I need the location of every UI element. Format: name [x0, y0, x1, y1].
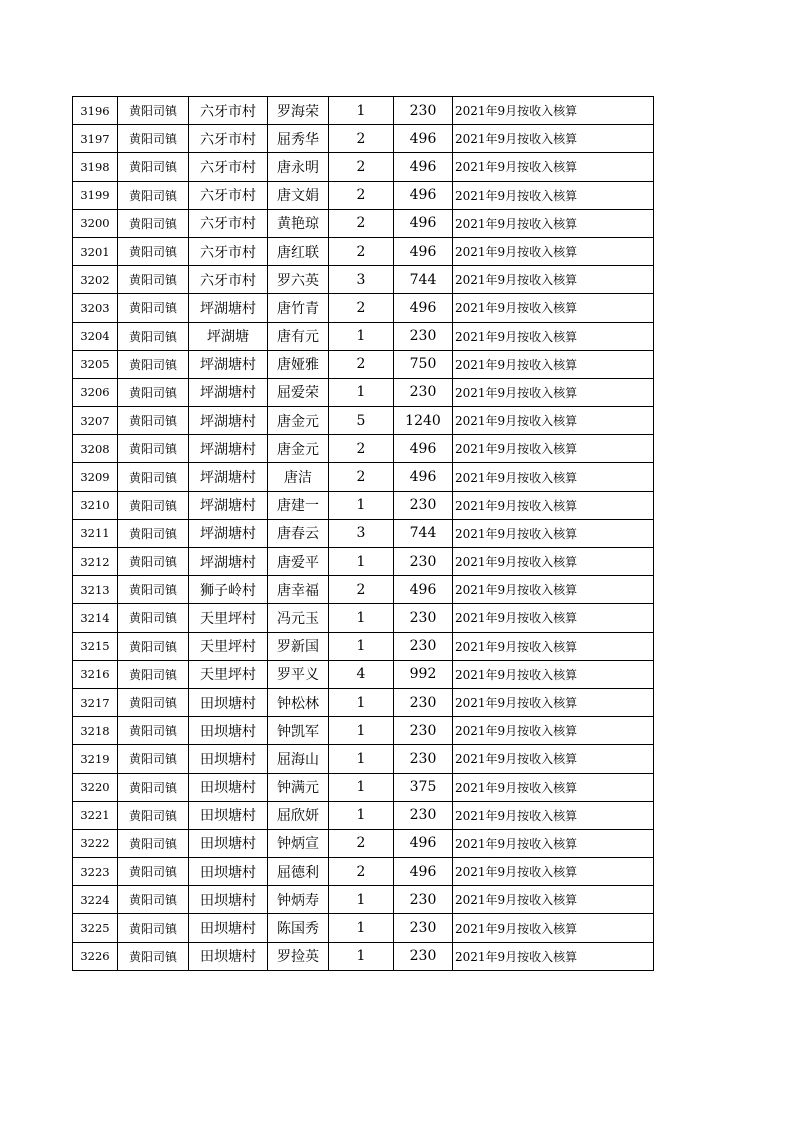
- name-cell: 钟凯军: [268, 717, 329, 745]
- note-cell: 2021年9月按收入核算: [453, 181, 654, 209]
- town-cell: 黄阳司镇: [118, 294, 189, 322]
- town-cell: 黄阳司镇: [118, 125, 189, 153]
- note-cell: 2021年9月按收入核算: [453, 463, 654, 491]
- note-cell: 2021年9月按收入核算: [453, 378, 654, 406]
- name-cell: 屈爱荣: [268, 378, 329, 406]
- table-row: [73, 435, 654, 463]
- household-count-cell: 2: [329, 294, 394, 322]
- table-row: [73, 266, 654, 294]
- name-cell: 唐文娟: [268, 181, 329, 209]
- table-row: [73, 858, 654, 886]
- record-id-cell: 3206: [73, 378, 118, 406]
- household-count-cell: 3: [329, 519, 394, 547]
- table-row: [73, 350, 654, 378]
- village-cell: 六牙市村: [189, 209, 268, 237]
- household-count-cell: 2: [329, 858, 394, 886]
- note-cell: 2021年9月按收入核算: [453, 858, 654, 886]
- name-cell: 罗海荣: [268, 97, 329, 125]
- village-cell: 坪湖塘: [189, 322, 268, 350]
- name-cell: 唐金元: [268, 435, 329, 463]
- name-cell: 钟炳宣: [268, 829, 329, 857]
- village-cell: 田坝塘村: [189, 688, 268, 716]
- village-cell: 田坝塘村: [189, 942, 268, 970]
- table-row: [73, 294, 654, 322]
- household-count-cell: 1: [329, 745, 394, 773]
- household-count-cell: 1: [329, 632, 394, 660]
- town-cell: 黄阳司镇: [118, 350, 189, 378]
- town-cell: 黄阳司镇: [118, 688, 189, 716]
- table-row: [73, 632, 654, 660]
- household-count-cell: 1: [329, 717, 394, 745]
- amount-cell: 230: [394, 745, 453, 773]
- table-row: [73, 604, 654, 632]
- village-cell: 狮子岭村: [189, 576, 268, 604]
- name-cell: 唐永明: [268, 153, 329, 181]
- name-cell: 屈德利: [268, 858, 329, 886]
- table-row: [73, 407, 654, 435]
- name-cell: 钟松林: [268, 688, 329, 716]
- village-cell: 田坝塘村: [189, 829, 268, 857]
- village-cell: 坪湖塘村: [189, 378, 268, 406]
- town-cell: 黄阳司镇: [118, 153, 189, 181]
- note-cell: 2021年9月按收入核算: [453, 237, 654, 265]
- table-row: [73, 576, 654, 604]
- record-id-cell: 3213: [73, 576, 118, 604]
- town-cell: 黄阳司镇: [118, 604, 189, 632]
- table-row: [73, 491, 654, 519]
- household-count-cell: 4: [329, 660, 394, 688]
- town-cell: 黄阳司镇: [118, 378, 189, 406]
- household-count-cell: 1: [329, 801, 394, 829]
- household-count-cell: 1: [329, 773, 394, 801]
- note-cell: 2021年9月按收入核算: [453, 125, 654, 153]
- amount-cell: 496: [394, 153, 453, 181]
- record-id-cell: 3207: [73, 407, 118, 435]
- village-cell: 坪湖塘村: [189, 294, 268, 322]
- name-cell: 屈海山: [268, 745, 329, 773]
- village-cell: 坪湖塘村: [189, 435, 268, 463]
- record-id-cell: 3216: [73, 660, 118, 688]
- table-row: [73, 717, 654, 745]
- amount-cell: 496: [394, 294, 453, 322]
- table-row: [73, 153, 654, 181]
- name-cell: 罗新国: [268, 632, 329, 660]
- household-count-cell: 2: [329, 153, 394, 181]
- amount-cell: 230: [394, 97, 453, 125]
- amount-cell: 496: [394, 237, 453, 265]
- note-cell: 2021年9月按收入核算: [453, 407, 654, 435]
- record-id-cell: 3203: [73, 294, 118, 322]
- note-cell: 2021年9月按收入核算: [453, 717, 654, 745]
- household-count-cell: 2: [329, 576, 394, 604]
- village-cell: 坪湖塘村: [189, 491, 268, 519]
- record-id-cell: 3221: [73, 801, 118, 829]
- note-cell: 2021年9月按收入核算: [453, 745, 654, 773]
- town-cell: 黄阳司镇: [118, 745, 189, 773]
- table-row: [73, 378, 654, 406]
- table-row: [73, 942, 654, 970]
- record-id-cell: 3209: [73, 463, 118, 491]
- household-count-cell: 2: [329, 237, 394, 265]
- note-cell: 2021年9月按收入核算: [453, 604, 654, 632]
- amount-cell: 375: [394, 773, 453, 801]
- amount-cell: 230: [394, 688, 453, 716]
- record-id-cell: 3212: [73, 548, 118, 576]
- table-row: [73, 97, 654, 125]
- name-cell: 钟满元: [268, 773, 329, 801]
- amount-cell: 1240: [394, 407, 453, 435]
- amount-cell: 744: [394, 266, 453, 294]
- amount-cell: 496: [394, 435, 453, 463]
- household-count-cell: 1: [329, 886, 394, 914]
- name-cell: 陈国秀: [268, 914, 329, 942]
- town-cell: 黄阳司镇: [118, 717, 189, 745]
- amount-cell: 230: [394, 942, 453, 970]
- note-cell: 2021年9月按收入核算: [453, 491, 654, 519]
- town-cell: 黄阳司镇: [118, 322, 189, 350]
- amount-cell: 744: [394, 519, 453, 547]
- village-cell: 六牙市村: [189, 237, 268, 265]
- name-cell: 唐金元: [268, 407, 329, 435]
- record-id-cell: 3214: [73, 604, 118, 632]
- village-cell: 田坝塘村: [189, 858, 268, 886]
- amount-cell: 230: [394, 604, 453, 632]
- village-cell: 六牙市村: [189, 153, 268, 181]
- note-cell: 2021年9月按收入核算: [453, 576, 654, 604]
- household-count-cell: 1: [329, 97, 394, 125]
- village-cell: 天里坪村: [189, 660, 268, 688]
- town-cell: 黄阳司镇: [118, 237, 189, 265]
- town-cell: 黄阳司镇: [118, 829, 189, 857]
- household-count-cell: 1: [329, 914, 394, 942]
- town-cell: 黄阳司镇: [118, 886, 189, 914]
- name-cell: 钟炳寿: [268, 886, 329, 914]
- records-table-body: [73, 97, 654, 971]
- amount-cell: 496: [394, 576, 453, 604]
- note-cell: 2021年9月按收入核算: [453, 829, 654, 857]
- amount-cell: 750: [394, 350, 453, 378]
- amount-cell: 496: [394, 829, 453, 857]
- village-cell: 坪湖塘村: [189, 519, 268, 547]
- name-cell: 唐洁: [268, 463, 329, 491]
- household-count-cell: 2: [329, 350, 394, 378]
- village-cell: 六牙市村: [189, 97, 268, 125]
- village-cell: 田坝塘村: [189, 886, 268, 914]
- amount-cell: 230: [394, 717, 453, 745]
- household-count-cell: 1: [329, 942, 394, 970]
- town-cell: 黄阳司镇: [118, 942, 189, 970]
- name-cell: 罗平义: [268, 660, 329, 688]
- amount-cell: 230: [394, 491, 453, 519]
- household-count-cell: 5: [329, 407, 394, 435]
- records-table: [72, 96, 654, 971]
- note-cell: 2021年9月按收入核算: [453, 886, 654, 914]
- town-cell: 黄阳司镇: [118, 801, 189, 829]
- village-cell: 六牙市村: [189, 125, 268, 153]
- village-cell: 六牙市村: [189, 181, 268, 209]
- amount-cell: 230: [394, 886, 453, 914]
- amount-cell: 230: [394, 801, 453, 829]
- record-id-cell: 3201: [73, 237, 118, 265]
- note-cell: 2021年9月按收入核算: [453, 660, 654, 688]
- note-cell: 2021年9月按收入核算: [453, 519, 654, 547]
- amount-cell: 230: [394, 322, 453, 350]
- household-count-cell: 1: [329, 548, 394, 576]
- household-count-cell: 1: [329, 604, 394, 632]
- household-count-cell: 1: [329, 688, 394, 716]
- note-cell: 2021年9月按收入核算: [453, 266, 654, 294]
- table-row: [73, 801, 654, 829]
- table-row: [73, 463, 654, 491]
- note-cell: 2021年9月按收入核算: [453, 322, 654, 350]
- name-cell: 黄艳琼: [268, 209, 329, 237]
- note-cell: 2021年9月按收入核算: [453, 914, 654, 942]
- town-cell: 黄阳司镇: [118, 266, 189, 294]
- table-row: [73, 209, 654, 237]
- note-cell: 2021年9月按收入核算: [453, 350, 654, 378]
- note-cell: 2021年9月按收入核算: [453, 548, 654, 576]
- amount-cell: 230: [394, 548, 453, 576]
- town-cell: 黄阳司镇: [118, 914, 189, 942]
- name-cell: 唐有元: [268, 322, 329, 350]
- household-count-cell: 1: [329, 322, 394, 350]
- record-id-cell: 3199: [73, 181, 118, 209]
- name-cell: 屈秀华: [268, 125, 329, 153]
- town-cell: 黄阳司镇: [118, 209, 189, 237]
- record-id-cell: 3215: [73, 632, 118, 660]
- amount-cell: 496: [394, 181, 453, 209]
- town-cell: 黄阳司镇: [118, 660, 189, 688]
- village-cell: 田坝塘村: [189, 914, 268, 942]
- amount-cell: 496: [394, 209, 453, 237]
- record-id-cell: 3219: [73, 745, 118, 773]
- record-id-cell: 3196: [73, 97, 118, 125]
- household-count-cell: 2: [329, 209, 394, 237]
- table-row: [73, 829, 654, 857]
- town-cell: 黄阳司镇: [118, 632, 189, 660]
- name-cell: 唐春云: [268, 519, 329, 547]
- town-cell: 黄阳司镇: [118, 181, 189, 209]
- village-cell: 坪湖塘村: [189, 350, 268, 378]
- amount-cell: 230: [394, 914, 453, 942]
- record-id-cell: 3198: [73, 153, 118, 181]
- town-cell: 黄阳司镇: [118, 463, 189, 491]
- household-count-cell: 2: [329, 125, 394, 153]
- amount-cell: 496: [394, 463, 453, 491]
- table-row: [73, 773, 654, 801]
- village-cell: 天里坪村: [189, 632, 268, 660]
- village-cell: 坪湖塘村: [189, 548, 268, 576]
- record-id-cell: 3208: [73, 435, 118, 463]
- record-id-cell: 3211: [73, 519, 118, 547]
- town-cell: 黄阳司镇: [118, 858, 189, 886]
- village-cell: 田坝塘村: [189, 773, 268, 801]
- name-cell: 屈欣妍: [268, 801, 329, 829]
- record-id-cell: 3217: [73, 688, 118, 716]
- record-id-cell: 3200: [73, 209, 118, 237]
- note-cell: 2021年9月按收入核算: [453, 209, 654, 237]
- household-count-cell: 3: [329, 266, 394, 294]
- village-cell: 六牙市村: [189, 266, 268, 294]
- village-cell: 坪湖塘村: [189, 407, 268, 435]
- record-id-cell: 3222: [73, 829, 118, 857]
- household-count-cell: 2: [329, 435, 394, 463]
- table-row: [73, 745, 654, 773]
- note-cell: 2021年9月按收入核算: [453, 632, 654, 660]
- table-row: [73, 886, 654, 914]
- name-cell: 唐竹青: [268, 294, 329, 322]
- record-id-cell: 3202: [73, 266, 118, 294]
- name-cell: 唐建一: [268, 491, 329, 519]
- town-cell: 黄阳司镇: [118, 773, 189, 801]
- name-cell: 唐爱平: [268, 548, 329, 576]
- table-row: [73, 688, 654, 716]
- record-id-cell: 3224: [73, 886, 118, 914]
- town-cell: 黄阳司镇: [118, 576, 189, 604]
- table-row: [73, 125, 654, 153]
- record-id-cell: 3218: [73, 717, 118, 745]
- name-cell: 罗捡英: [268, 942, 329, 970]
- table-row: [73, 914, 654, 942]
- household-count-cell: 2: [329, 463, 394, 491]
- village-cell: 田坝塘村: [189, 717, 268, 745]
- name-cell: 唐娅雅: [268, 350, 329, 378]
- amount-cell: 230: [394, 378, 453, 406]
- village-cell: 田坝塘村: [189, 801, 268, 829]
- town-cell: 黄阳司镇: [118, 548, 189, 576]
- table-row: [73, 548, 654, 576]
- record-id-cell: 3226: [73, 942, 118, 970]
- name-cell: 罗六英: [268, 266, 329, 294]
- household-count-cell: 1: [329, 378, 394, 406]
- household-count-cell: 2: [329, 829, 394, 857]
- household-count-cell: 1: [329, 491, 394, 519]
- record-id-cell: 3220: [73, 773, 118, 801]
- household-count-cell: 2: [329, 181, 394, 209]
- note-cell: 2021年9月按收入核算: [453, 435, 654, 463]
- record-id-cell: 3205: [73, 350, 118, 378]
- town-cell: 黄阳司镇: [118, 491, 189, 519]
- note-cell: 2021年9月按收入核算: [453, 153, 654, 181]
- amount-cell: 992: [394, 660, 453, 688]
- record-id-cell: 3225: [73, 914, 118, 942]
- amount-cell: 496: [394, 125, 453, 153]
- record-id-cell: 3223: [73, 858, 118, 886]
- village-cell: 坪湖塘村: [189, 463, 268, 491]
- note-cell: 2021年9月按收入核算: [453, 294, 654, 322]
- record-id-cell: 3197: [73, 125, 118, 153]
- table-row: [73, 660, 654, 688]
- table-row: [73, 322, 654, 350]
- town-cell: 黄阳司镇: [118, 97, 189, 125]
- note-cell: 2021年9月按收入核算: [453, 942, 654, 970]
- table-row: [73, 237, 654, 265]
- record-id-cell: 3210: [73, 491, 118, 519]
- name-cell: 唐红联: [268, 237, 329, 265]
- record-id-cell: 3204: [73, 322, 118, 350]
- town-cell: 黄阳司镇: [118, 435, 189, 463]
- town-cell: 黄阳司镇: [118, 407, 189, 435]
- amount-cell: 496: [394, 858, 453, 886]
- amount-cell: 230: [394, 632, 453, 660]
- table-row: [73, 519, 654, 547]
- note-cell: 2021年9月按收入核算: [453, 773, 654, 801]
- note-cell: 2021年9月按收入核算: [453, 97, 654, 125]
- village-cell: 天里坪村: [189, 604, 268, 632]
- village-cell: 田坝塘村: [189, 745, 268, 773]
- table-row: [73, 181, 654, 209]
- name-cell: 冯元玉: [268, 604, 329, 632]
- note-cell: 2021年9月按收入核算: [453, 688, 654, 716]
- note-cell: 2021年9月按收入核算: [453, 801, 654, 829]
- town-cell: 黄阳司镇: [118, 519, 189, 547]
- name-cell: 唐幸福: [268, 576, 329, 604]
